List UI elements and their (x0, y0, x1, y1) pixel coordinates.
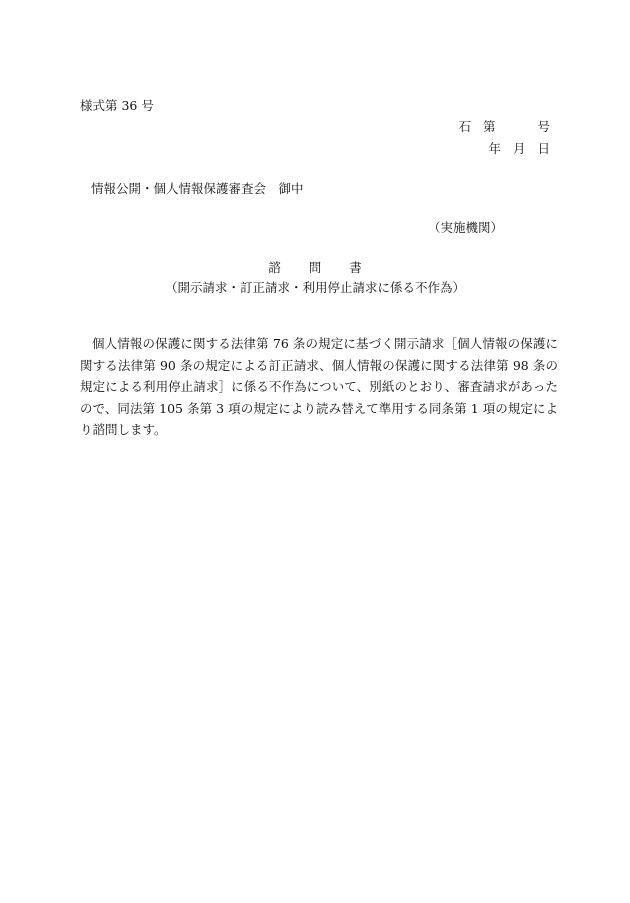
body-text (80, 333, 558, 441)
date-line (488, 139, 550, 157)
date-year: 年 (488, 141, 501, 156)
issuer: （実施機関） (427, 220, 503, 235)
reference-prefix: 石 (458, 119, 471, 134)
reference-dai: 第 (482, 119, 496, 134)
body-paragraph: 個人情報の保護に関する法律第 76 条の規定に基づく開示請求［個人情報の保護に関する法律第 90 条の規定による訂正請求、個人情報の保護に関する法律第 98 条の規定による利用停止請求］に係る不作為について、別紙のとおり、審査請求があったので、同法第 105 条第 3 項の規定により読み替えて準用する同条第 1 項の規定により諮問します。 (80, 336, 558, 437)
document-subtitle: （開示請求・訂正請求・利用停止請求に係る不作為） (164, 280, 465, 295)
reference-go: 号 (537, 119, 550, 134)
title-char-2: 問 (308, 260, 322, 275)
title-char-3: 書 (349, 260, 362, 275)
addressee: 情報公開・個人情報保護審査会 御中 (91, 181, 304, 196)
date-day: 日 (537, 141, 550, 156)
document-title (0, 258, 630, 276)
reference-number (458, 117, 550, 135)
date-month: 月 (512, 141, 526, 156)
title-char-1: 諮 (268, 260, 281, 275)
form-number: 様式第 36 号 (80, 98, 154, 113)
